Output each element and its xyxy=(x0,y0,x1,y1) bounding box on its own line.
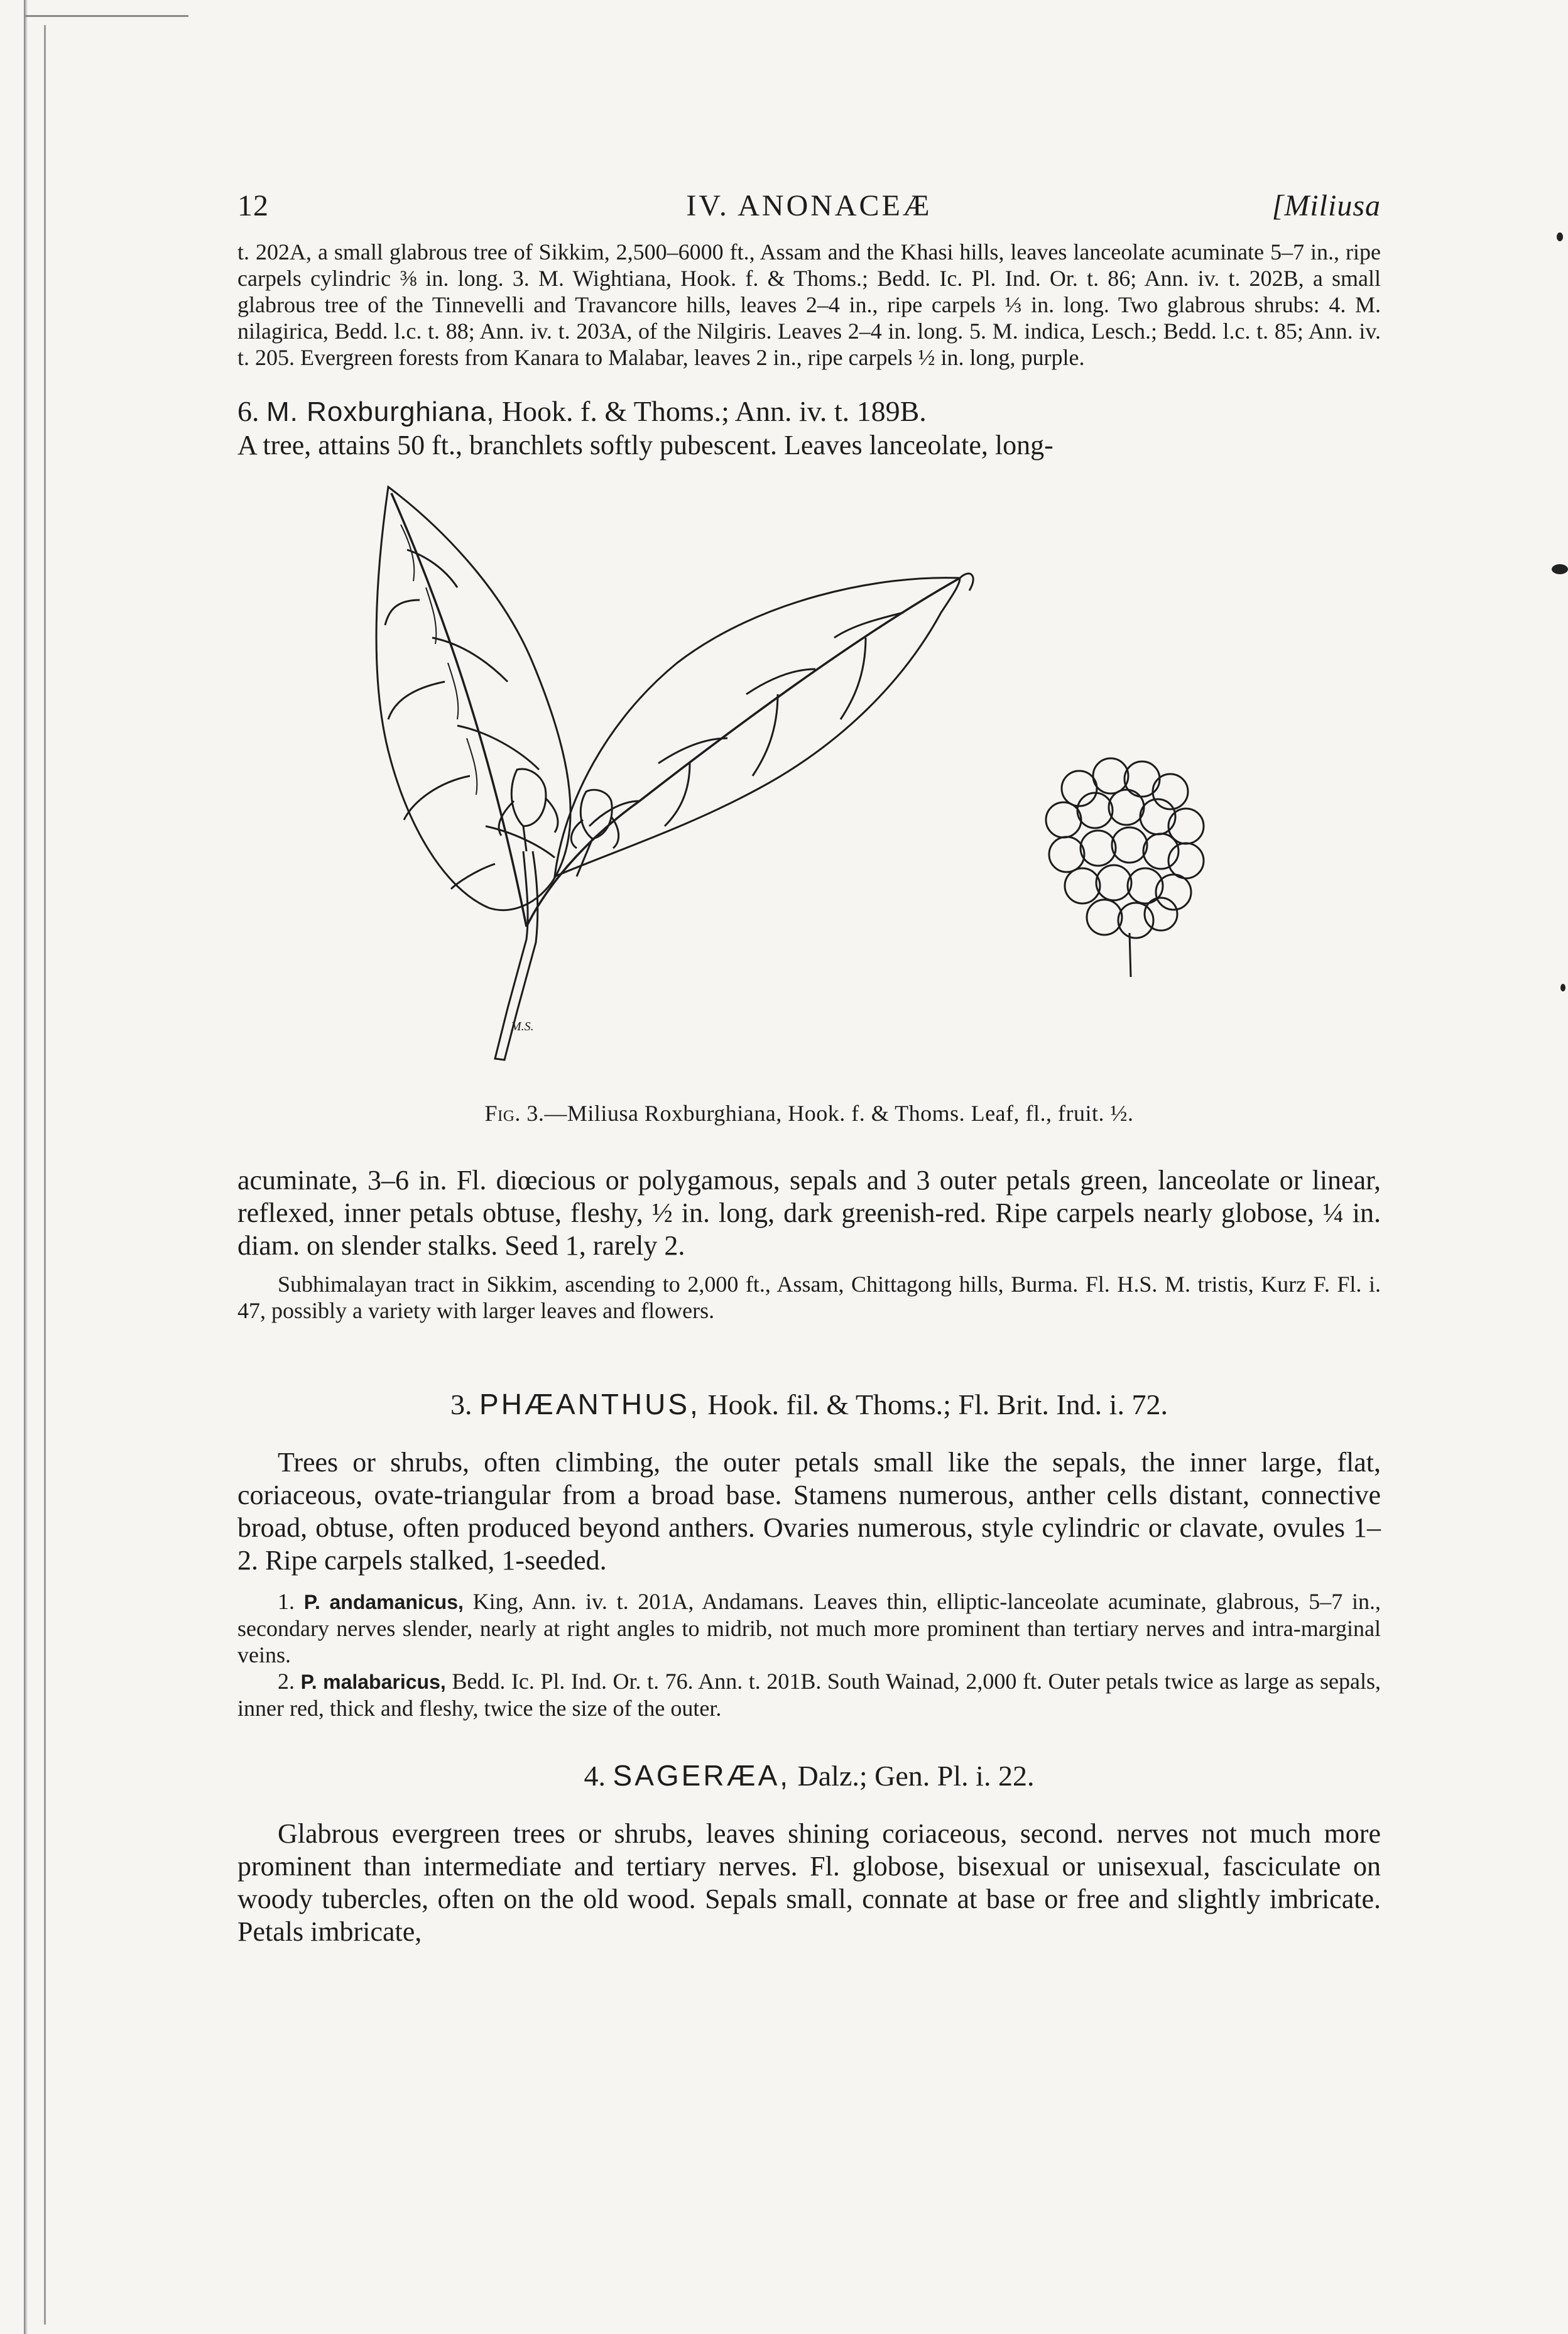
scan-left-line xyxy=(44,25,46,2325)
leaf-flower-fruit-illustration xyxy=(237,474,1381,1096)
sp1-number: 1. xyxy=(278,1589,295,1614)
scan-speck xyxy=(1552,564,1568,574)
running-head xyxy=(237,188,1381,239)
right-leaf-outline xyxy=(555,578,960,876)
genus-number: 3. xyxy=(450,1388,472,1421)
flower-bud-right xyxy=(580,790,612,839)
page xyxy=(237,188,1381,2262)
species-authority: Hook. f. & Thoms.; Ann. iv. t. 189B. xyxy=(501,395,927,427)
sp1-name: P. andamanicus, xyxy=(303,1591,464,1613)
scan-top-line xyxy=(25,15,188,17)
species-distribution-note: Subhimalayan tract in Sikkim, ascending to 2,000 ft., Assam, Chittagong hills, Burma. Fl. H.S. M. tristis, Kurz F. Fl. i. 47, possibly a variety with larger leaves and flowers. xyxy=(237,1272,1381,1323)
artist-initials: M.S. xyxy=(511,1020,534,1033)
species-name: M. Roxburghiana, xyxy=(266,396,495,427)
sp1-text: King, Ann. iv. t. 201A, Andamans. Leaves thin, elliptic-lanceolate acuminate, glabrous, 5–7 in., secondary nerves slender, nearly at right angles to midrib, not much more prominent than tertiary nerves and intra-marginal veins. xyxy=(237,1589,1381,1667)
phaeanthus-species-2 xyxy=(237,1668,1381,1721)
left-leaf-midrib xyxy=(391,493,526,927)
right-leaf-midrib xyxy=(526,578,960,927)
botanical-figure xyxy=(237,474,1381,1096)
sp2-number: 2. xyxy=(278,1669,295,1694)
caption-figure-number: Fig. 3. xyxy=(484,1101,545,1126)
scan-speck xyxy=(1557,232,1563,241)
species-number: 6. xyxy=(237,395,259,427)
genus-heading-phaeanthus xyxy=(237,1387,1381,1422)
genus-authority: Dalz.; Gen. Pl. i. 22. xyxy=(797,1760,1035,1792)
phaeanthus-species-1 xyxy=(237,1588,1381,1668)
paragraph-top: t. 202A, a small glabrous tree of Sikkim, 2,500–6000 ft., Assam and the Khasi hills, leaves lanceolate acuminate 5–7 in., ripe carpels cylindric ⅜ in. long. 3. M. Wightiana, Hook. f. & Thoms.; Bedd. Ic. Pl. Ind. Or. t. 86; Ann. iv. t. 202B, a small glabrous tree of the Tinnevelli and Travancore hills, leaves 2–4 in., ripe carpels ⅓ in. long. Two glabrous shrubs: 4. M. nilagirica, Bedd. l.c. t. 88; Ann. iv. t. 203A, of the Nilgiris. Leaves 2–4 in. long. 5. M. indica, Lesch.; Bedd. l.c. t. 85; Ann. iv. t. 205. Evergreen forests from Kanara to Malabar, leaves 2 in., ripe carpels ½ in. long, purple. xyxy=(237,239,1381,370)
genus-authority: Hook. fil. & Thoms.; Fl. Brit. Ind. i. 72. xyxy=(707,1388,1168,1421)
genus-description-sageraea: Glabrous evergreen trees or shrubs, leaves shining coriaceous, second. nerves not much more prominent than intermediate and tertiary nerves. Fl. globose, bisexual or unisexual, fasciculate on woody tubercles, often on the old wood. Sepals small, connate at base or free and slightly imbricate. Petals imbricate, xyxy=(237,1818,1381,1947)
flower-bud-left xyxy=(511,769,546,826)
genus-number: 4. xyxy=(584,1760,606,1792)
scan-left-edge xyxy=(24,0,28,2334)
figure-caption xyxy=(237,1100,1381,1126)
genus-name: SAGERÆA, xyxy=(612,1759,791,1792)
scan-speck xyxy=(1560,984,1565,991)
genus-description-phaeanthus: Trees or shrubs, often climbing, the outer petals small like the sepals, the inner large, flat, coriaceous, ovate-triangular from a broad base. Stamens numerous, anther cells distant, connective broad, obtuse, often produced beyond anthers. Ovaries numerous, style cylindric or clavate, ovules 1–2. Ripe carpels stalked, 1-seeded. xyxy=(237,1447,1381,1576)
species-heading xyxy=(237,395,1381,429)
running-genus: [Miliusa xyxy=(1271,189,1381,222)
fruit-cluster xyxy=(1046,758,1204,977)
sp2-name: P. malabaricus, xyxy=(300,1671,446,1693)
genus-name: PHÆANTHUS, xyxy=(479,1388,700,1421)
species-description-start: A tree, attains 50 ft., branchlets softly pubescent. Leaves lanceolate, long- xyxy=(237,430,1054,461)
species-description-continued: acuminate, 3–6 in. Fl. diœcious or polygamous, sepals and 3 outer petals green, lanceolate or linear, reflexed, inner petals obtuse, fleshy, ½ in. long, dark greenish-red. Ripe carpels nearly globose, ¼ in. diam. on slender stalks. Seed 1, rarely 2. xyxy=(237,1165,1381,1261)
genus-heading-sageraea xyxy=(237,1758,1381,1794)
caption-text: —Miliusa Roxburghiana, Hook. f. & Thoms. Leaf, fl., fruit. ½. xyxy=(544,1101,1134,1126)
sp2-text: Bedd. Ic. Pl. Ind. Or. t. 76. Ann. t. 201B. South Wainad, 2,000 ft. Outer petals twice as large as sepals, inner red, thick and fleshy, twice the size of the outer. xyxy=(237,1669,1381,1721)
chapter-title: IV. ANONACEÆ xyxy=(686,189,932,222)
page-number: 12 xyxy=(237,189,269,222)
left-leaf-outline xyxy=(376,487,570,910)
